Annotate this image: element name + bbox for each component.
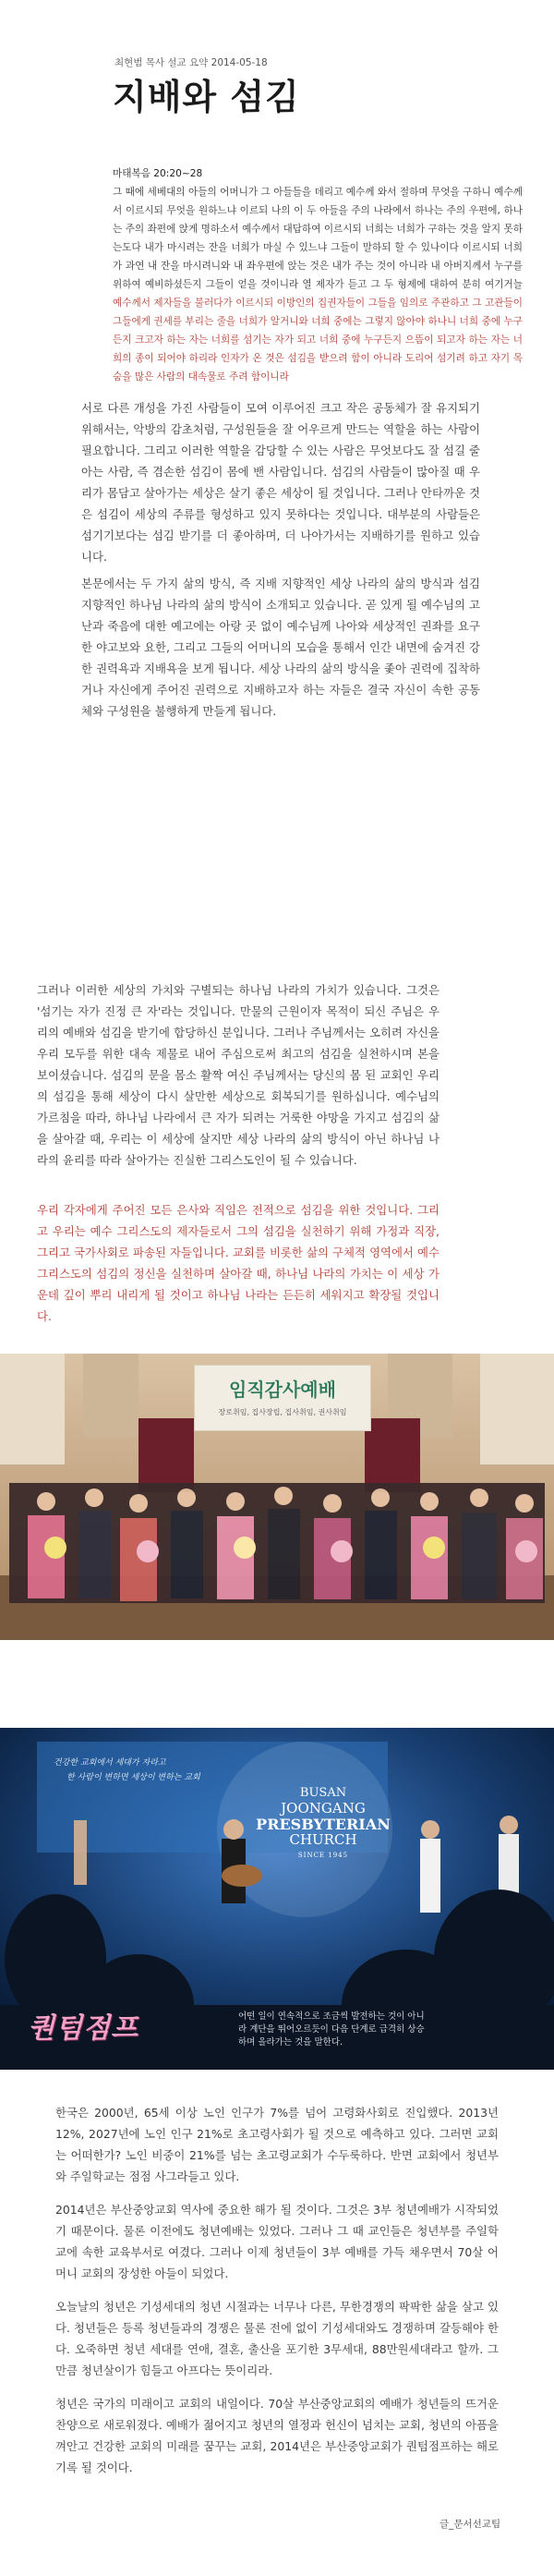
article-byline: 글_문서선교팀 <box>440 2519 501 2530</box>
scripture-text <box>113 183 523 386</box>
body-paragraph-1: 서로 다른 개성을 가진 사람들이 모여 이루어진 크고 작은 공동체가 잘 유지되기 위해서는, 악방의 감초처럼, 구성원들을 잘 어우르게 만드는 역할을 하는 사람이 필요합니다. 그리고 이러한 역할을 감당할 수 있는 사람은 무엇보다도 잘 섬길 줄 아는 사람, 즉 겸손한 섬김이 몸에 밴 사람입니다. 섬김의 사람들이 많아질 때 우리가 몸담고 살아가는 세상은 살기 좋은 세상이 될 것입니다. 그러나 안타까운 것은 섬김이 세상의 주류를 형성하고 있지 못하다는 것입니다. 대부분의 사람들은 섬기기보다는 섬김 받기를 더 좋아하며, 더 나아가서는 지배하기를 원하고 있습니다. <box>81 401 480 564</box>
body-paragraph-2: 본문에서는 두 가지 삶의 방식, 즉 지배 지향적인 세상 나라의 삶의 방식과 섬김 지향적인 하나님 나라의 삶의 방식이 소개되고 있습니다. 곧 있게 될 예수님의 고난과 죽음에 대한 예고에는 아랑 곳 없이 예수님께 나아와 세상적인 권좌를 요구한 야고보와 요한, 그리고 그들의 어머니의 모습을 통해서 인간 내면에 숨겨진 강한 권력욕과 지배욕을 보게 됩니다. 세상 나라의 삶의 방식을 좇아 권력에 집착하거나 자신에게 주어진 권력으로 지배하고자 하는 자들은 결국 자신이 속한 공동체와 구성원을 불행하게 만들게 됩니다. <box>81 577 480 718</box>
scripture-text-black: 그 때에 세베대의 아들의 어머니가 그 아들들을 데리고 예수께 와서 절하며 무엇을 구하니 예수께서 이르시되 무엇을 원하느냐 이르되 나의 이 두 아들을 주의 나라에서 하나는 주의 우편에, 하나는 주의 좌편에 앉게 명하소서 예수께서 대답하여 이르시되 너희는 너희가 구하는 것을 알지 못하는도다 내가 마시려는 잔을 너희가 마실 수 있느냐 그들이 말하되 할 수 있나이다 이르시되 너희가 과연 내 잔을 마시려니와 내 좌우편에 앉는 것은 내가 주는 것이 아니라 내 아버지께서 누구를 위하여 예비하셨든지 그들이 얻을 것이니라 열 제자가 듣고 그 두 형제에 대하여 분히 여기거늘 <box>113 187 523 290</box>
article-paragraph-3: 오늘날의 청년은 기성세대의 청년 시절과는 너무나 다른, 무한경쟁의 팍팍한 삶을 살고 있다. 청년들은 등록 청년들과의 경쟁은 물론 전에 없이 기성세대와도 경쟁하며 갈등해야 한다. 오죽하면 청년 세대를 연애, 결혼, 출산을 포기한 3무세대, 88만원세대라고 할까. 그만큼 청년살이가 힘들고 아프다는 뜻이리라. <box>55 2300 499 2377</box>
banner-title: 임직감사예배 <box>229 1379 336 1401</box>
banner-subtitle: 장로취임, 집사장립, 집사취임, 권사취임 <box>218 1408 347 1416</box>
scripture-reference: 마태복음 20:20~28 <box>113 168 203 179</box>
scripture-text-red: 예수께서 제자들을 불러다가 이르시되 이방인의 집권자들이 그들을 임의로 주관하고 그 고관들이 그들에게 권세를 부리는 줄을 너희가 알거니와 너희 중에는 그렇지 않아야 하나니 너희 중에 누구든지 크고자 하는 자는 너희를 섬기는 자가 되고 너희 중에 누구든지 으뜸이 되고자 하는 자는 너희의 종이 되어야 하리라 인자가 온 것은 섬김을 받으려 함이 아니라 도리어 섬기려 하고 자기 목숨을 많은 사람의 대속물로 주려 함이니라 <box>113 298 523 383</box>
church-sign-line-1: BUSAN <box>299 1786 347 1800</box>
church-sign-line-3: PRESBYTERIAN <box>256 1816 391 1833</box>
body-paragraph-3: 그러나 이러한 세상의 가치와 구별되는 하나님 나라의 가치가 있습니다. 그것은 '섬기는 자가 진정 큰 자'라는 것입니다. 만물의 근원이자 목적이 되신 주님은 우리의 예배와 섬김을 받기에 합당하신 분입니다. 그러나 주님께서는 오히려 자신을 우리 모두를 위한 대속 제물로 내어 주심으로써 최고의 섬김을 실천하시며 본을 보이셨습니다. 섬김의 문을 몸소 활짝 여신 주님께서는 당신의 몸 된 교회인 우리의 섬김을 통해 세상이 다시 살만한 세상으로 회복되기를 원하십니다. 예수님의 가르침을 따라, 하나님 나라에서 큰 자가 되려는 거룩한 야망을 가지고 섬김의 삶을 살아갈 때, 우리는 이 세상에 살지만 세상 나라의 삶의 방식이 아닌 하나님 나라의 윤리를 따라 살아가는 진실한 그리스도인이 될 수 있습니다. <box>37 983 440 1167</box>
quantum-jump-caption: 어떤 일이 연속적으로 조금씩 발전하는 것이 아니라 계단을 뛰어오르듯이 다음 단계로 급격히 상승하며 올라가는 것을 말한다. <box>238 2011 425 2047</box>
church-sign-line-2: JOONGANG <box>281 1800 366 1817</box>
slogan-line-2: 한 사람이 변하면 세상이 변하는 교회 <box>66 1773 200 1782</box>
article-paragraph-2: 2014년은 부산중앙교회 역사에 중요한 해가 될 것이다. 그것은 3부 청년예배가 시작되었기 때문이다. 물론 이전에도 청년예배는 있었다. 그러나 그 때 교인들은 청년부를 주일학교에 속한 교육부서로 여겼다. 그러나 이제 청년들이 3부 예배를 가득 채우면서 70살 어머니 교회의 장성한 아들이 되었다. <box>55 2203 499 2280</box>
church-sign-since: SINCE 1945 <box>297 1852 349 1859</box>
church-sign <box>249 1785 397 1864</box>
article-paragraph-1: 한국은 2000년, 65세 이상 노인 인구가 7%를 넘어 고령화사회로 진입했다. 2013년 12%, 2027년에 노인 인구 21%로 초고령사회가 될 것으로 예측하고 있다. 그러면 교회는 어떠한가? 노인 비중이 21%를 넘는 초고령교회가 수두룩하다. 반면 교회에서 청년부와 주일학교는 점점 사그라들고 있다. <box>55 2106 499 2183</box>
quantum-jump-logo: 퀀텀점프 <box>28 2012 138 2045</box>
church-sign-line-4: CHURCH <box>289 1831 357 1848</box>
slogan-line-1: 건강한 교회에서 세대가 자라고 <box>54 1758 166 1768</box>
article-paragraph-4: 청년은 국가의 미래이고 교회의 내일이다. 70살 부산중앙교회의 예배가 청년들의 뜨거운 찬양으로 새로워졌다. 예배가 젊어지고 청년의 열정과 헌신이 넘치는 교회, 청년의 아픔을 껴안고 건강한 교회의 미래를 꿈꾸는 교회, 2014년은 부산중앙교회가 퀀텀점프하는 해로 기록 될 것이다. <box>55 2397 499 2474</box>
ordination-photo <box>0 1354 554 1640</box>
body-paragraph-4: 우리 각자에게 주어진 모든 은사와 직임은 전적으로 섬김을 위한 것입니다. 그리고 우리는 예수 그리스도의 제자들로서 그의 섬김을 실천하기 위해 가정과 직장, 그리고 국가사회로 파송된 자들입니다. 교회를 비롯한 삶의 구체적 영역에서 예수 그리스도의 섬김의 정신을 실천하며 살아갈 때, 하나님 나라의 가치는 이 세상 가운데 깊이 뿌리 내리게 될 것이고 하나님 나라는 든든히 세워지고 확장될 것입니다. <box>37 1203 440 1323</box>
page-title: 지배와 섬김 <box>113 77 300 117</box>
ordination-banner <box>194 1365 371 1431</box>
sermon-meta: 최현범 목사 설교 요약 2014-05-18 <box>114 57 268 68</box>
youth-worship-photo <box>0 1728 554 2070</box>
